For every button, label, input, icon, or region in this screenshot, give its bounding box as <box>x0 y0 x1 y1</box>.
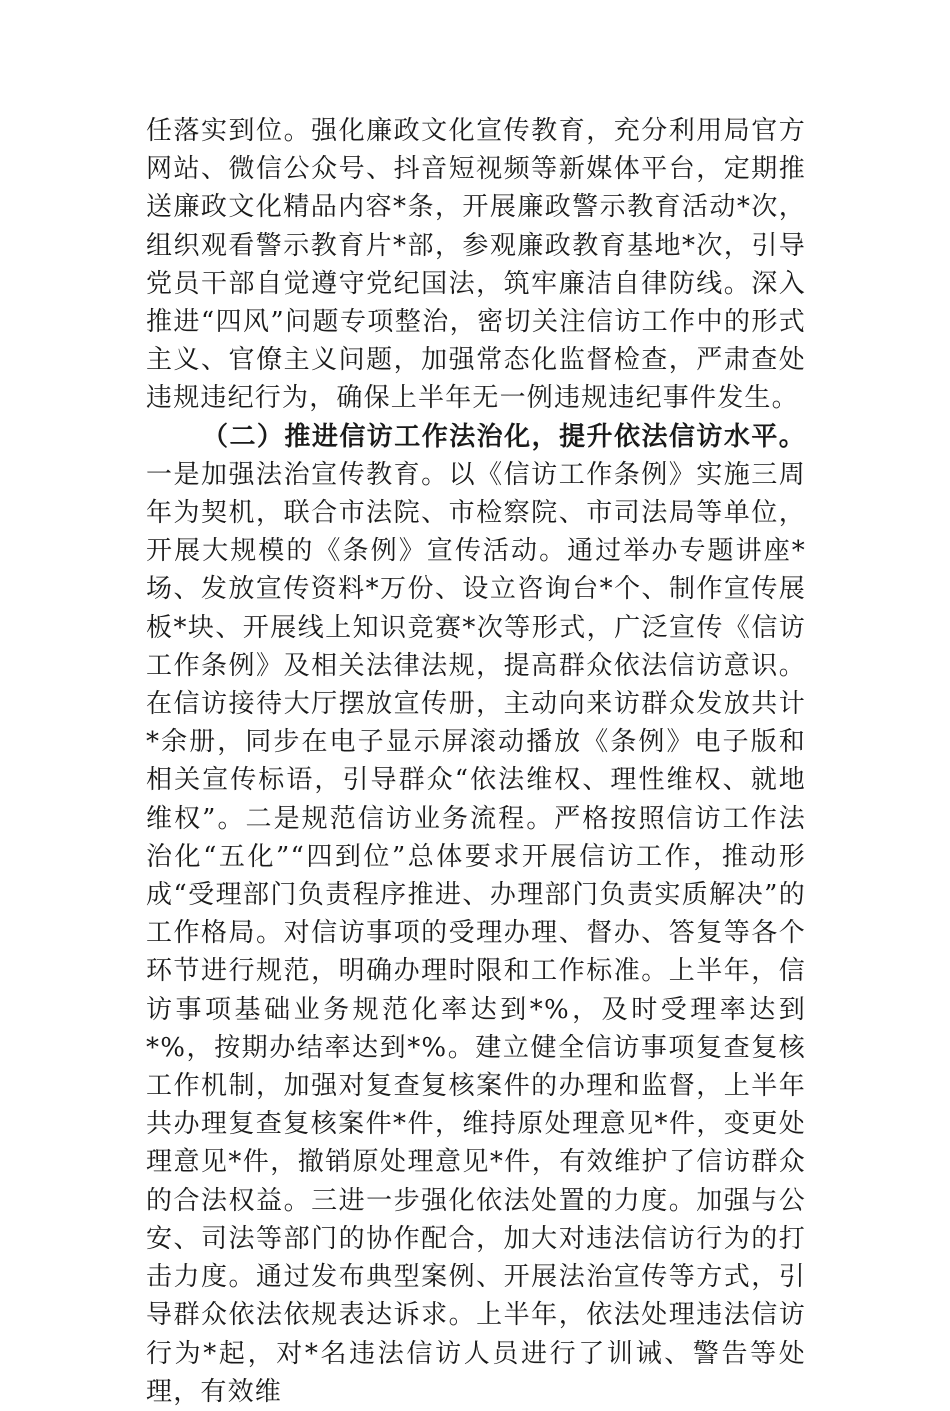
section-2-body: 一是加强法治宣传教育。以《信访工作条例》实施三周年为契机，联合市法院、市检察院、市司法局等单位，开展大规模的《条例》宣传活动。通过举办专题讲座*场、发放宣传资料*万份、设立咨询台*个、制作宣传展板*块、开展线上知识竞赛*次等形式，广泛宣传《信访工作条例》及相关法律法规，提高群众依法信访意识。在信访接待大厅摆放宣传册，主动向来访群众发放共计*余册，同步在电子显示屏滚动播放《条例》电子版和相关宣传标语，引导群众“依法维权、理性维权、就地维权”。二是规范信访业务流程。严格按照信访工作法治化“五化”“四到位”总体要求开展信访工作，推动形成“受理部门负责程序推进、办理部门负责实质解决”的工作格局。对信访事项的受理办理、督办、答复等各个环节进行规范，明确办理时限和工作标准。上半年，信访事项基础业务规范化率达到*%，及时受理率达到*%，按期办结率达到*%。建立健全信访事项复查复核工作机制，加强对复查复核案件的办理和监督，上半年共办理复查复核案件*件，维持原处理意见*件，变更处理意见*件，撤销原处理意见*件，有效维护了信访群众的合法权益。三进一步强化依法处置的力度。加强与公安、司法等部门的协作配合，加大对违法信访行为的打击力度。通过发布典型案例、开展法治宣传等方式，引导群众依法依规表达诉求。上半年，依法处理违法信访行为*起，对*名违法信访人员进行了训诫、警告等处理，有效维 <box>146 459 806 1407</box>
paragraph-section-2 <box>146 418 806 1411</box>
document-page <box>146 112 806 1411</box>
paragraph-continued: 任落实到位。强化廉政文化宣传教育，充分利用局官方网站、微信公众号、抖音短视频等新媒体平台，定期推送廉政文化精品内容*条，开展廉政警示教育活动*次，组织观看警示教育片*部，参观廉政教育基地*次，引导党员干部自觉遵守党纪国法，筑牢廉洁自律防线。深入推进“四风”问题专项整治，密切关注信访工作中的形式主义、官僚主义问题，加强常态化监督检查，严肃查处违规违纪行为，确保上半年无一例违规违纪事件发生。 <box>146 116 806 414</box>
section-2-heading: （二）推进信访工作法治化，提升依法信访水平。 <box>202 421 806 452</box>
